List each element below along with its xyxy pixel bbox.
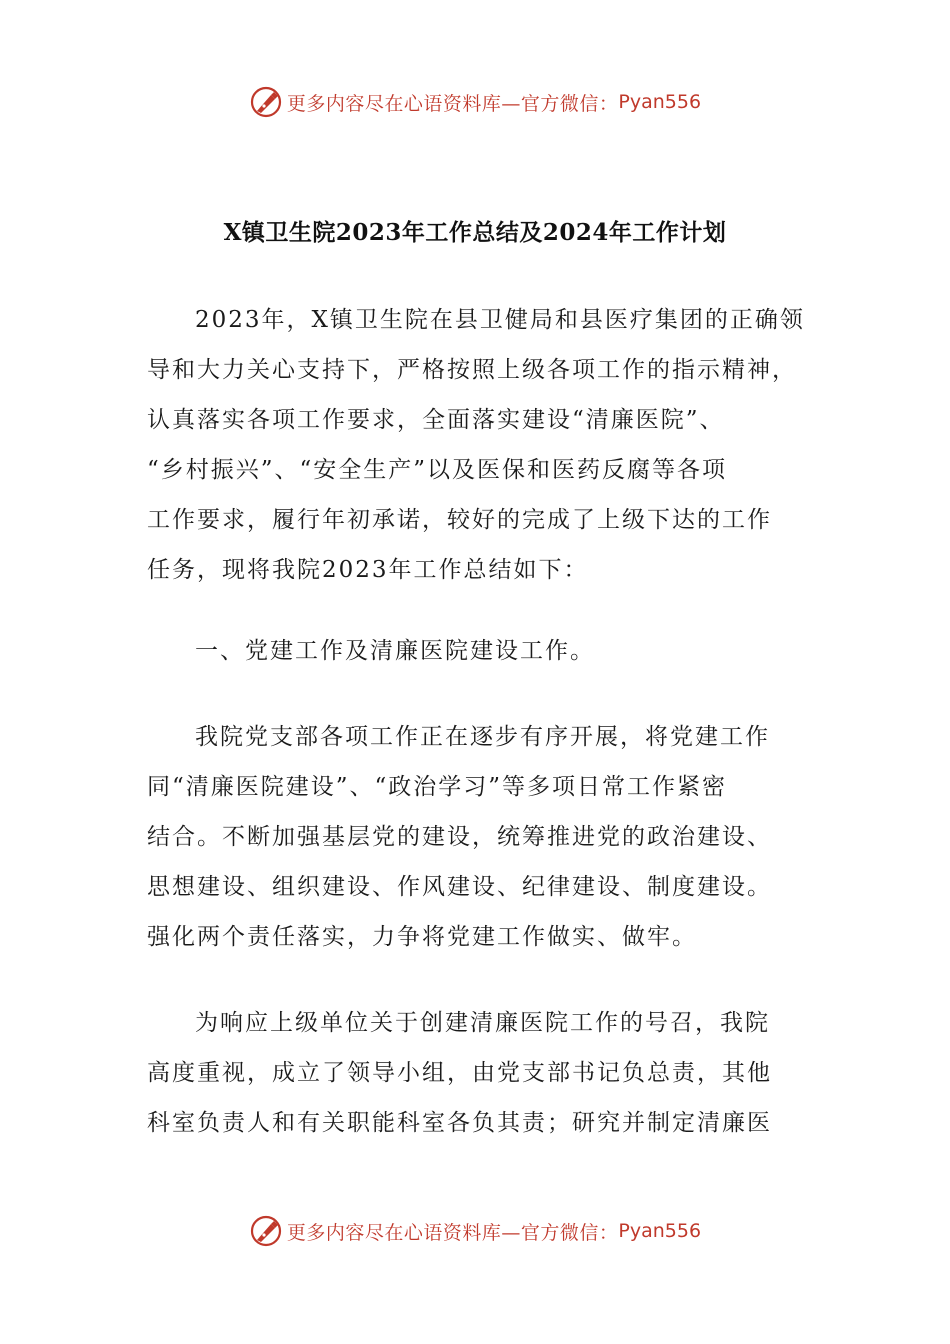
pen-nib-icon <box>249 1214 283 1248</box>
paragraph-intro <box>147 295 807 595</box>
paragraph-line: 任务，现将我院2023年工作总结如下： <box>147 557 589 583</box>
pen-nib-icon <box>249 85 283 119</box>
paragraph-line: 高度重视，成立了领导小组，由党支部书记负总责，其他 <box>147 1060 772 1086</box>
paragraph-clean-hospital <box>147 998 807 1148</box>
section-heading-text: 一、党建工作及清廉医院建设工作。 <box>195 638 595 664</box>
watermark-wechat-id: Pyan556 <box>618 91 702 113</box>
paragraph-line: 认真落实各项工作要求，全面落实建设“清廉医院”、 <box>147 407 725 433</box>
watermark-wechat-id: Pyan556 <box>618 1220 702 1242</box>
paragraph-line: 强化两个责任落实，力争将党建工作做实、做牢。 <box>147 924 697 950</box>
paragraph-line: 导和大力关心支持下，严格按照上级各项工作的指示精神， <box>147 357 797 383</box>
paragraph-line: 我院党支部各项工作正在逐步有序开展，将党建工作 <box>195 724 770 750</box>
footer-watermark <box>0 1211 950 1251</box>
paragraph-party-building <box>147 712 807 962</box>
watermark-text: 更多内容尽在心语资料库—官方微信： <box>286 1221 619 1244</box>
watermark-text: 更多内容尽在心语资料库—官方微信： <box>286 92 619 115</box>
paragraph-line: 科室负责人和有关职能科室各负其责；研究并制定清廉医 <box>147 1110 772 1136</box>
paragraph-line: 结合。不断加强基层党的建设，统筹推进党的政治建设、 <box>147 824 772 850</box>
paragraph-line: 为响应上级单位关于创建清廉医院工作的号召，我院 <box>195 1010 770 1036</box>
section-heading <box>147 626 807 676</box>
paragraph-line: 思想建设、组织建设、作风建设、纪律建设、制度建设。 <box>147 874 772 900</box>
paragraph-line: 同“清廉医院建设”、“政治学习”等多项日常工作紧密 <box>147 774 728 800</box>
paragraph-line: “乡村振兴”、“安全生产”以及医保和医药反腐等各项 <box>147 457 728 483</box>
header-watermark <box>0 82 950 122</box>
paragraph-line: 工作要求，履行年初承诺，较好的完成了上级下达的工作 <box>147 507 772 533</box>
paragraph-line: 2023年，X镇卫生院在县卫健局和县医疗集团的正确领 <box>195 307 805 333</box>
document-title: X镇卫生院2023年工作总结及2024年工作计划 <box>223 219 727 246</box>
